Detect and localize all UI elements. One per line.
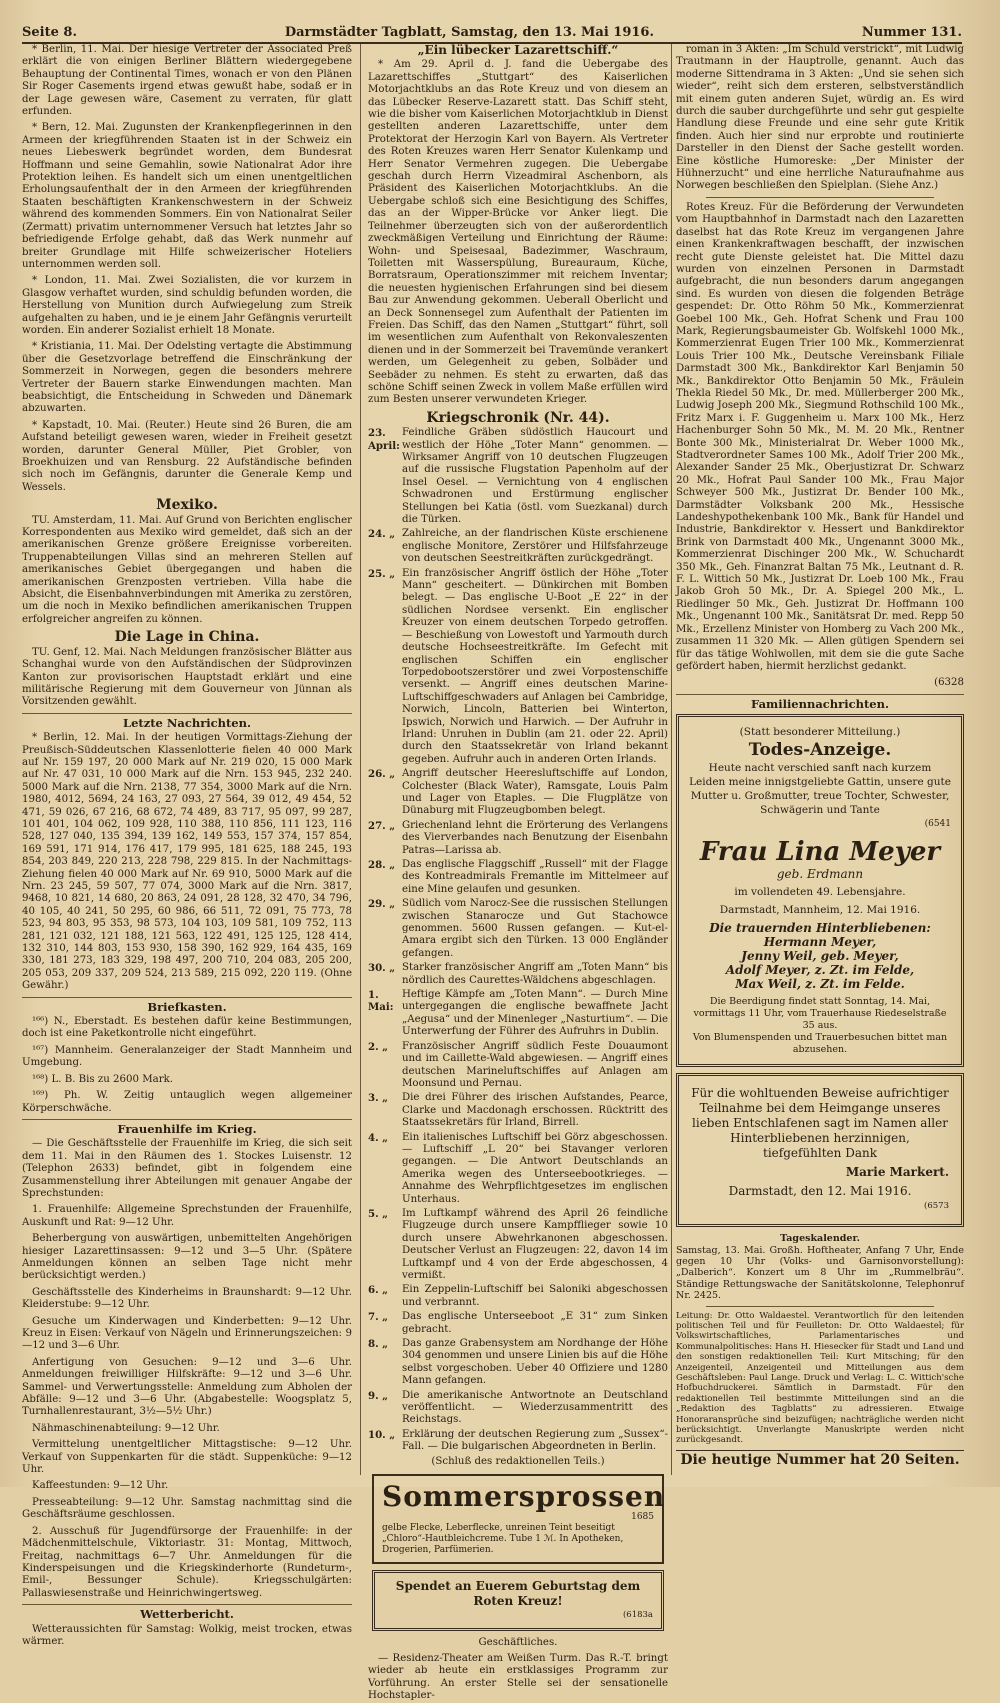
section-heading-kriegschronik: Kriegschronik (Nr. 44). xyxy=(426,409,610,426)
column-rule xyxy=(360,44,361,1475)
chronicle-date: 27. „ xyxy=(368,819,396,832)
news-item: * Am 29. April d. J. fand die Uebergabe des Lazarettschiffes „Stuttgart“ des Kaiserlichen Motorjachtklubs an das Rote Kreuz und von diesem an das Lübecker Reserve-Lazarett statt. Das Schiff steht, wie die bisher vom Kaiserlichen Motorjachtklub in Dienst gestellten anderen Lazarettschiffe, unter dem Protektorat der Herzogin Karl von Bayern. Als Vertreter des Roten Kreuzes waren Herr Senator Kulenkamp und Herr Senator Vermehren zugegen. Die Uebergabe geschah durch Herrn Vizeadmiral Aschenborn, als Präsident des Kaiserlichen Motorjachtklubs. An die Uebergabe schloß sich eine Besichtigung des Schiffes, das an der Wipper-Brücke vor Anker liegt. Die Teilnehmer überzeugten sich von der außerordentlich zweckmäßigen Verteilung und Einrichtung der Räume: Wohn- und Speisesaal, Badezimmer, Waschraum, Toiletten mit Wasserspülung, Bureauraum, Küche, Borratsraum, Operationszimmer mit reichem Inventar; die neuesten hygienischen Erfahrungen sind bei diesem Bau zur Anwendung gekommen. Ueberall Oberlicht und an Deck Sonnensegel zum Aufenthalt der Patienten im Freien. Das Schiff, das den Namen „Stuttgart“ führt, soll im wesentlichen zum Aufenthalt von Rekonvaleszenten dienen und in der Sommerzeit bei Travemünde verankert werden, um Gelegenheit zu geben, Solbäder und Seebäder zu nehmen. Es steht zu erwarten, daß das schöne Schiff seinen Zweck in vollem Maße erfüllen wird zum Besten unserer verwundeten Krieger. xyxy=(368,59,668,406)
frauenhilfe-item: 2. Ausschuß für Jugendfürsorge der Frauenhilfe: in der Mädchenmittelschule, Viktoriastr. 31: Montag, Mittwoch, Freitag, nachmittags 6—7 Uhr. Anmeldungen für die Kinderspeisungen und die Kriegskinderhorte (Rundeturm-, Emil-, Bessunger Schule). Kriegsschulgärten: Pallaswiesenstraße und Heinrichwingertsweg. xyxy=(22,1525,352,1599)
chronicle-entry xyxy=(368,1429,668,1454)
chronicle-entry xyxy=(368,1132,668,1206)
letter-item: ¹⁶⁷) Mannheim. Generalanzeiger der Stadt Mannheim und Umgebung. xyxy=(22,1044,352,1069)
chronicle-entry xyxy=(368,1338,668,1388)
chronicle-entry xyxy=(368,1284,668,1309)
chronicle-date: 28. „ xyxy=(368,859,396,871)
chronicle-date: 6. „ xyxy=(368,1284,389,1297)
news-item: * Kapstadt, 10. Mai. (Reuter.) Heute sind 26 Buren, die am Aufstand beteiligt gewesen waren, wieder in Freiheit gesetzt worden, darunter General Müller, Piet Grobler, von Broekhuizen und van Rensburg. 22 Aufständische befinden sich noch im Gefängnis, darunter die Generale Kemp und Wessels. xyxy=(22,419,352,493)
lottery-results: * Berlin, 12. Mai. In der heutigen Vormittags-Ziehung der Preußisch-Süddeutschen Klassenlotterie fielen 40 000 Mark auf Nr. 159 197, 20 000 Mark auf Nr. 219 020, 15 000 Mark auf Nr. 47 031, 10 000 Mark auf die Nrn. 153 945, 232 240. 5000 Mark auf die Nrn. 2138, 77 354, 3000 Mark auf die Nrn. 1980, 4012, 5694, 24 163, 27 093, 27 564, 39 012, 49 454, 52 471, 59 026, 67 216, 68 672, 74 489, 83 717, 95 097, 99 287, 101 401, 104 062, 109 928, 110 388, 110 856, 111 123, 116 528, 127 040, 135 394, 139 162, 149 553, 157 374, 157 854, 169 591, 171 914, 176 417, 179 995, 181 625, 188 245, 193 854, 203 849, 220 213, 228 798, 229 815. In der Nachmittags-Ziehung fielen 40 000 Mark auf Nr. 69 910, 5000 Mark auf die Nrn. 23 245, 59 507, 77 074, 3000 Mark auf die Nrn. 3817, 9468, 10 821, 14 680, 20 863, 24 091, 28 128, 32 470, 34 796, 40 105, 40 241, 50 295, 60 986, 66 511, 72 091, 75 773, 78 523, 94 803, 95 353, 98 573, 104 103, 109 581, 109 752, 113 281, 121 032, 121 188, 121 563, 122 491, 125 125, 128 414, 132 310, 144 803, 153 930, 158 390, 162 929, 164 435, 169 330, 181 273, 183 329, 198 497, 200 710, 204 083, 205 200, 205 053, 209 337, 209 524, 213 589, 215 092, 220 119. (Ohne Gewähr.) xyxy=(22,732,352,992)
chronicle-date: 9. „ xyxy=(368,1389,389,1402)
section-heading-frauenhilfe: Frauenhilfe im Krieg. xyxy=(22,1119,352,1135)
section-heading-wetter: Wetterbericht. xyxy=(22,1604,352,1620)
chronicle-entry xyxy=(368,1390,668,1427)
notice-text: Heute nacht verschied sanft nach kurzem Leiden meine innigstgeliebte Gattin, unsere gute Mutter u. Großmutter, treue Tochter, Schwester, Schwägerin und Tante xyxy=(689,762,951,817)
mourners-heading: Die trauernden Hinterbliebenen: xyxy=(709,921,931,936)
frauenhilfe-item: Beherbergung von auswärtigen, unbemittelten Angehörigen hiesiger Lazarettinsassen: 9—12 und 3—5 Uhr. (Spätere Anmeldungen können an selben Tage nicht mehr berücksichtigt werden.) xyxy=(22,1233,352,1282)
editorial-end: (Schluß des redaktionellen Teils.) xyxy=(431,1455,605,1467)
weather-forecast: Wetteraussichten für Samstag: Wolkig, meist trocken, etwas wärmer. xyxy=(22,1623,352,1647)
letter-item: ¹⁶⁶) N., Eberstadt. Es bestehen dafür keine Bestimmungen, doch ist eine Paketkontrolle nicht eingeführt. xyxy=(22,1016,352,1040)
calendar-heading: Tageskalender. xyxy=(780,1233,860,1245)
masthead xyxy=(22,14,962,44)
chronicle-date: 4. „ xyxy=(368,1131,389,1144)
notice-title: Todes-Anzeige. xyxy=(748,740,892,761)
chronicle-date: 3. „ xyxy=(368,1092,389,1105)
frauenhilfe-item: — Die Geschäftsstelle der Frauenhilfe im Krieg, die sich seit dem 11. Mai in den Räumen des 1. Stockes Luisenstr. 12 (Telephon 2633) befindet, gibt in folgendem eine Zusammenstellung ihrer Abteilungen mit genauer Angabe der Sprechstunden: xyxy=(22,1138,352,1199)
frauenhilfe-item: Geschäftsstelle des Kinderheims in Braunshardt: 9—12 Uhr. Kleiderstube: 9—12 Uhr. xyxy=(22,1286,352,1311)
red-cross-donations: Rotes Kreuz. Für die Beförderung der Verwundeten vom Hauptbahnhof in Darmstadt nach den Lazaretten daselbst hat das Rote Kreuz im vergangenen Jahre einen Krankenkraftwagen beschafft, der inzwischen recht gute Dienste geleistet hat. Die Mittel dazu wurden von einzelnen Personen in Darmstadt aufgebracht, die nun besonders darum angegangen sind. Es wurden von diesen die folgenden Beträge gespendet: Dr. Otto Röhm 50 Mk., Kommerzienrat Goebel 100 Mk., Geh. Hofrat Schenk und Frau 100 Mark, Regierungsbaumeister Gb. Wolfskehl 1000 Mk., Kommerzienrat Eugen Trier 100 Mk., Kommerzienrat Louis Trier 100 Mk., Deutsche Vereinsbank Filiale Darmstadt 300 Mk., Bankdirektor Karl Benjamin 50 Mk., Bankdirektor Otto Benjamin 50 Mk., Fräulein Thekla Riedel 50 Mk., Dr. med. Müllerberger 200 Mk., Ludwig Joseph 200 Mk., Siegmund Rothschild 100 Mk., Fritz Marx i. F. Guggenheim u. Marx 100 Mk., Herz Hachenburger Sohn 50 Mk., M. M. 20 Mk., Rentner Bonte 300 Mk., Ministerialrat Dr. Weber 1000 Mk., Stadtverordneter Sames 100 Mk., Adolf Trier 200 Mk., Alexander Sander 25 Mk., Oberjustizrat Dr. Schwarz 20 Mk., Hofrat Paul Sander 100 Mk., Frau Major Schweyer 500 Mk., Justizrat Dr. Bender 100 Mk., Darmstädter Volksbank 200 Mk., Hessische Landeshypothekenbank 100 Mk., Bank für Handel und Industrie, Bankdirektor v. Hessert und Bankdirektor Brink von Darmstadt 400 Mk., Ungenannt 3000 Mk., Kommerzienrat Dischinger 200 Mk., W. Schuchardt 350 Mk., Geh. Finanzrat Baltan 75 Mk., Leutnant d. R. F. L. Wittich 50 Mk., Justizrat Dr. Loeb 100 Mk., Frau Jakob Groh 50 Mk., Dr. A. Spiegel 200 Mk., L. Riedlinger 50 Mk., Geh. Justizrat Dr. Hoffmann 100 Mk., Ungenannt 100 Mk., Sanitätsrat Dr. med. Repp 50 Mk., Erzellenz Minister von Homberg zu Vach 200 Mk., zusammen 11 320 Mk. — Allen gütigen Spendern sei für das tätige Wohlwollen, mit dem sie die gute Sache gefördert haben, hiermit herzlichst gedankt. xyxy=(676,201,964,672)
thanks-place-date: Darmstadt, den 12. Mai 1916. xyxy=(728,1184,912,1199)
ad-code: 1685 xyxy=(631,1512,654,1523)
column-middle xyxy=(368,43,668,1702)
chronicle-entry xyxy=(368,820,668,857)
maiden-name: geb. Erdmann xyxy=(776,867,864,882)
section-heading-lazarettschiff: „Ein lübecker Lazarettschiff.“ xyxy=(417,43,619,57)
business-notice: — Residenz-Theater am Weißen Turm. Das R.-T. bringt wieder ab heute ein erstklassiges Programm zur Vorführung. An erster Stelle sei der sensationelle Hochstapler- xyxy=(368,1652,668,1702)
chronicle-entry xyxy=(368,768,668,818)
frauenhilfe-item: Kaffeestunden: 9—12 Uhr. xyxy=(32,1480,169,1492)
death-notice xyxy=(676,714,964,1067)
chronicle-list xyxy=(368,427,668,1454)
chronicle-text: Die amerikanische Antwortnote an Deutschland veröffentlicht. — Wiederzusammentritt des Reichstags. xyxy=(402,1389,668,1426)
chronicle-date: 1. Mai: xyxy=(368,989,394,1014)
letter-item: ¹⁶⁹) Ph. W. Zeitig untauglich wegen allgemeiner Körperschwäche. xyxy=(22,1090,352,1114)
ad-headline: Sommersprossen xyxy=(382,1480,666,1514)
chronicle-entry xyxy=(368,989,668,1039)
notice-number: (6573 xyxy=(924,1201,949,1212)
chronicle-entry xyxy=(368,568,668,767)
chronicle-text: Starker französischer Angriff am „Toten Mann“ bis nördlich des Caurettes-Wäldchens abgeschlagen. xyxy=(402,962,668,986)
paper-title: Darmstädter Tagblatt, Samstag, den 13. Mai 1916. xyxy=(284,25,654,40)
chronicle-date: 10. „ xyxy=(368,1428,396,1441)
chronicle-entry xyxy=(368,528,668,565)
ad-text: gelbe Flecke, Leberflecke, unreinen Teint beseitigt „Chloro“-Hautbleichcreme. Tube 1 ℳ. In Apotheken, Drogerien, Parfümerien. xyxy=(382,1523,624,1556)
page-number: Seite 8. xyxy=(22,25,77,40)
chronicle-entry xyxy=(368,427,668,526)
chronicle-date: 24. „ xyxy=(368,528,396,541)
chronicle-text: Das englische Unterseeboot „E 31“ zum Sinken gebracht. xyxy=(402,1311,668,1335)
notice-number: (6328 xyxy=(934,677,964,689)
news-item: * Berlin, 11. Mai. Der hiesige Vertreter der Associated Preß erklärt die von einigen Berliner Blättern wiedergegebene Behauptung der Continental Times, wonach er von den Plänen Sir Roger Casements irgend etwas gewußt habe, sodaß er in der Lage gewesen wäre, Casement zu verraten, für glatt erfunden. xyxy=(22,44,352,118)
chronicle-date: 7. „ xyxy=(368,1311,389,1324)
thanks-text: Für die wohltuenden Beweise aufrichtiger Teilnahme bei dem Heimgange unseres lieben Entschlafenen sagt im Namen aller Hinterbliebenen herzinnigen, tiefgefühlten Dank xyxy=(691,1086,949,1161)
chronicle-date: 5. „ xyxy=(368,1207,389,1220)
chronicle-date: 25. „ xyxy=(368,567,396,580)
divider xyxy=(706,1306,934,1307)
mourner: Adolf Meyer, z. Zt. im Felde, xyxy=(725,963,915,978)
issue-number: Nummer 131. xyxy=(861,25,962,40)
chronicle-entry xyxy=(368,859,668,896)
chronicle-date: 30. „ xyxy=(368,962,396,975)
news-item: TU. Genf, 12. Mai. Nach Meldungen französischer Blätter aus Schanghai wurde von den Aufständischen der Südprovinzen Kanton zur provisorischen Hauptstadt erklärt und eine militärische Regierung mit dem Gouverneur von Jünnan als Vorsitzenden gewählt. xyxy=(22,646,352,708)
frauenhilfe-item: Vermittelung unentgeltlicher Mittagstische: 9—12 Uhr. Verkauf von Suppenkarten für die städt. Suppenküche: 9—12 Uhr. xyxy=(22,1439,352,1476)
section-heading-mexiko: Mexiko. xyxy=(156,497,218,514)
age-line: im vollendeten 49. Lebensjahre. xyxy=(734,886,906,899)
frauenhilfe-item: Presseabteilung: 9—12 Uhr. Samstag nachmittag sind die Geschäftsräume geschlossen. xyxy=(22,1496,352,1521)
section-heading-familien: Familiennachrichten. xyxy=(676,694,964,710)
column-right xyxy=(676,44,964,1475)
thanks-name: Marie Markert. xyxy=(845,1165,949,1180)
daily-calendar xyxy=(676,1233,964,1301)
chronicle-date: 23. April: xyxy=(368,427,400,452)
chronicle-date: 8. „ xyxy=(368,1338,389,1351)
red-cross-appeal: Spendet an Euerem Geburtstag dem Roten Kreuz! xyxy=(395,1579,641,1609)
deceased-name: Frau Lina Meyer xyxy=(699,837,941,868)
chronicle-text: Ein Zeppelin-Luftschiff bei Saloniki abgeschossen und verbrannt. xyxy=(402,1284,668,1308)
chronicle-text: Zahlreiche, an der flandrischen Küste erschienene englische Monitore, Zerstörer und Hilfsfahrzeuge von deutschen Seestreitkräften zurückgedrängt. xyxy=(402,528,668,565)
chronicle-date: 26. „ xyxy=(368,768,396,781)
chronicle-entry xyxy=(368,1092,668,1129)
frauenhilfe-item: Gesuche um Kinderwagen und Kinderbetten: 9—12 Uhr. Kreuz in Eisen: Verkauf von Nägeln und Erinnerungszeichen: 9—12 und 3—6 Uhr. xyxy=(22,1315,352,1352)
mourner: Hermann Meyer, xyxy=(763,935,877,950)
flowers-note: Von Blumenspenden und Trauerbesuchen bittet man abzusehen. xyxy=(692,1032,948,1056)
calendar-text: Samstag, 13. Mai. Großh. Hoftheater, Anfang 7 Uhr, Ende gegen 10 Uhr (Volks- und Garnisonvorstellung): „Dalberich“. Konzert um 8 Uhr im „Rummelbräu“. Ständige Rettungswache der Sanitätskolonne, Telephonruf Nr. 2425. xyxy=(676,1244,964,1302)
chronicle-text: Heftige Kämpfe am „Toten Mann“. — Durch Mine untergegangen die englische bewaffnete Jacht „Aegusa“ und der Minenleger „Nasturtium“. — Die Unterwerfung der Führer des Aufruhrs in Dublin. xyxy=(402,989,668,1038)
chronicle-text: Die drei Führer des irischen Aufstandes, Pearce, Clarke und Macdonagh erschossen. Rücktritt des Staatssekretärs für Irland, Birrell. xyxy=(402,1092,668,1129)
advertisement-red-cross xyxy=(372,1570,664,1630)
column-rule xyxy=(671,44,672,1475)
chronicle-text: Im Luftkampf während des April 26 feindliche Flugzeuge durch unsere Kampfflieger sowie 10 durch unsere Abwehrkanonen abgeschossen. Deutscher Verlust an Flugzeugen: 22, davon 14 im Luftkampf und 4 von der Erde abgeschossen, 4 vermißt. xyxy=(402,1207,668,1281)
chronicle-text: Ein französischer Angriff östlich der Höhe „Toter Mann“ gescheitert. — Dünkirchen mit Bomben belegt. — Das englische U-Boot „E 22“ in der südlichen Nordsee versenkt. Ein englischer Kreuzer von einem deutschen Torpedo getroffen. — Beschießung von Lowestoft und Yarmouth durch deutsche Hochseestreitkräfte. Im Gefecht mit englischen Schiffen ein englischer Torpedobootszerstörer und zwei Vorpostenschiffe versenkt. — Angriff eines deutschen Marine-Luftschiffgeschwaders auf Anlagen bei Cambridge, Norwich, Lincoln, Batterien bei Winterton, Ipswich, Norwich und Harwich. — Der Aufruhr in Irland: Unruhen in Dublin (am 21. oder 22. April) durch den Staatssekretär von Irland bekannt gegeben. Aufruhr auch in anderen Orten Irlands. xyxy=(402,567,668,765)
divider xyxy=(706,197,934,198)
funeral-info: Die Beerdigung findet statt Sonntag, 14. Mai, vormittags 11 Uhr, vom Trauerhause Riedeselstraße 35 aus. xyxy=(693,996,947,1032)
business-notice-continued: roman in 3 Akten: „Im Schuld verstrickt“, mit Ludwig Trautmann in der Hauptrolle, genannt. Auch das moderne Sittendrama in 3 Akten: „Und sie sehen sich wieder“, reiht sich dem ersteren, selbstverständlich mit einem guten anderen Sujet, würdig an. Es wird durch die sauber durchgeführte und sehr gut gespielte Handlung diese Freunde und eine sehr gute Kritik finden. Auch hier sind nur erprobte und routinierte Darsteller in den Dienst der Sache gestellt worden. Eine köstliche Humoreske: „Der Minister der Hühnerzucht“ und eine herrliche Naturaufnahme aus Norwegen beschließen den Spielplan. (Siehe Anz.) xyxy=(676,44,964,192)
place-date: Darmstadt, Mannheim, 12. Mai 1916. xyxy=(719,904,921,917)
chronicle-entry xyxy=(368,962,668,987)
chronicle-date: 29. „ xyxy=(368,898,396,911)
news-item: * Kristiania, 11. Mai. Der Odelsting vertagte die Abstimmung über die Gesetzvorlage betreffend die Einschränkung der Sommerzeit in Norwegen, gegen die besonders mehrere Vertreter der Bauern starke Einwendungen machten. Man beabsichtigt, die Entscheidung in Schweden und Dänemark abzuwarten. xyxy=(22,341,352,415)
chronicle-text: Das englische Flaggschiff „Russell“ mit der Flagge des Kontreadmirals Fremantle im Mittelmeer auf eine Mine gelaufen und gesunken. xyxy=(402,859,668,895)
chronicle-entry xyxy=(368,1311,668,1336)
chronicle-text: Feindliche Gräben südöstlich Haucourt und westlich der Höhe „Toter Mann“ genommen. — Wirksamer Angriff von 10 deutschen Flugzeugen auf die russische Flugstation Papenholm auf der Insel Oesel. — Vernichtung von 4 englischen Schwadronen und Erstürmung englischer Stellungen bei Katia (östl. vom Suezkanal) durch die Türken. xyxy=(402,427,668,526)
frauenhilfe-item: 1. Frauenhilfe: Allgemeine Sprechstunden der Frauenhilfe, Auskunft und Rat: 9—12 Uhr. xyxy=(22,1204,352,1228)
issue-page-count: Die heutige Nummer hat 20 Seiten. xyxy=(676,1450,964,1466)
ad-number: (6183a xyxy=(622,1610,653,1621)
chronicle-text: Angriff deutscher Heeresluftschiffe auf London, Colchester (Black Water), Ramsgate, Louis Palm und Lager von Etaples. — Die Flugplätze von Dünaburg mit Flugzeugbomben belegt. xyxy=(402,768,668,817)
thanks-notice xyxy=(676,1073,964,1227)
chronicle-text: Südlich vom Narocz-See die russischen Stellungen zwischen Stanarocze und Gut Stachowce genommen. 5600 Russen gefangen. — Kut-el-Amara ergibt sich den Türken. 13 000 Engländer gefangen. xyxy=(402,898,668,959)
notice-pre: (Statt besonderer Mitteilung.) xyxy=(739,726,901,739)
section-heading-china: Die Lage in China. xyxy=(114,629,260,646)
chronicle-text: Französischer Angriff südlich Feste Douaumont und im Caillette-Wald abgewiesen. — Angriff eines deutschen Marineluftschiffes auf Anlagen am Moonsund und Pernau. xyxy=(402,1040,668,1089)
notice-number: (6541 xyxy=(924,819,951,830)
chronicle-entry xyxy=(368,1041,668,1091)
advertisement-sommersprossen xyxy=(372,1474,664,1564)
news-item: TU. Amsterdam, 11. Mai. Auf Grund von Berichten englischer Korrespondenten aus Mexiko wird gemeldet, daß sich an der amerikanischen Grenze größere Ereignisse vorbereiten. Truppenabteilungen Villas sind an mehreren Stellen auf amerikanisches Gebiet übergegangen und haben die amerikanischen Grenzposten vertrieben. Villa habe die Absicht, die Eisenbahnverbindungen mit Amerika zu zerstören, um die noch in Mexiko befindlichen amerikanischen Truppen erfolgreicher angreifen zu können. xyxy=(22,514,352,625)
imprint: Leitung: Dr. Otto Waldaestel. Verantwortlich für den leitenden politischen Teil und für Feuilleton: Dr. Otto Waldaestel; für Volkswirtschaftliches, Parlamentarisches und Kommunalpolitisches: Hans H. Hiesecker für Stadt und Land und den sonstigen redaktionellen Teil: Kurt Mitsching; für den Anzeigenteil, Anzeigenteil und Mitteilungen aus dem Geschäftsleben: Paul Lange. Druck und Verlag: L. C. Wittich'sche Hofbuchdruckerei. Sämtlich in Darmstadt. Für den redaktionellen Teil bestimmte Mitteilungen sind an die „Redaktion des Tagblatts“ zu adressieren. Etwaige Honoraransprüche sind beizufügen; nachträgliche werden nicht berücksichtigt. Unverlangte Manuskripte werden nicht zurückgesandt. xyxy=(676,1310,964,1446)
chronicle-entry xyxy=(368,1208,668,1282)
chronicle-entry xyxy=(368,898,668,960)
section-heading-briefkasten: Briefkasten. xyxy=(22,997,352,1013)
chronicle-text: Ein italienisches Luftschiff bei Görz abgeschossen. — Luftschiff „L 20“ bei Stavanger verloren gegangen. — Die Antwort Deutschlands an Amerika wegen des Unterseebootkrieges. — Annahme des Wehrpflichtgesetzes im englischen Unterhaus. xyxy=(402,1131,668,1205)
mourner: Jenny Weil, geb. Meyer, xyxy=(741,949,899,964)
letter-item: ¹⁶⁸) L. B. Bis zu 2600 Mark. xyxy=(32,1073,173,1085)
chronicle-text: Griechenland lehnt die Erörterung des Verlangens des Vierverbandes nach Benutzung der Eisenbahn Patras—Larissa ab. xyxy=(402,819,668,856)
section-heading-letzte: Letzte Nachrichten. xyxy=(22,713,352,729)
mourner: Max Weil, z. Zt. im Felde. xyxy=(735,977,905,992)
chronicle-text: Erklärung der deutschen Regierung zum „Sussex“-Fall. — Die bulgarischen Abgeordneten in Berlin. xyxy=(402,1428,668,1453)
frauenhilfe-item: Nähmaschinenabteilung: 9—12 Uhr. xyxy=(32,1422,220,1434)
chronicle-text: Das ganze Grabensystem am Nordhange der Höhe 304 genommen und unsere Linien bis auf die Höhe selbst vorgeschoben. Ueber 40 Offiziere und 1280 Mann gefangen. xyxy=(402,1338,668,1387)
column-left xyxy=(22,44,352,1647)
section-heading-geschaeftliches: Geschäftliches. xyxy=(478,1636,558,1648)
news-item: * Bern, 12. Mai. Zugunsten der Krankenpflegerinnen in den Armeen der kriegführenden Staaten ist in der Schweiz ein neues Liebeswerk begründet worden, dem Bundesrat Hoffmann und seine Gemahlin, sowie Nationalrat Ador ihre Protektion leihen. Es handelt sich um einen unentgeltlichen Erholungsaufenthalt der in den Armeen der kriegführenden Staaten beschäftigten Krankenschwestern in der Schweiz während des kommenden Sommers. Ein von Nationalrat Seiler (Zermatt) privatim unternommener Versuch hat letztes Jahr so befriedigende Erfolge gehabt, daß das Werk nunmehr auf breiter Grundlage mit Hilfe schweizerischer Hoteliers unternommen werden soll. xyxy=(22,122,352,270)
news-item: * London, 11. Mai. Zwei Sozialisten, die vor kurzem in Glasgow verhaftet wurden, sind schuldig befunden worden, die Herstellung von Munition durch Aufwiegelung zum Streik aufgehalten zu haben, und ie je einem Jahr Gefängnis verurteilt worden. Ein anderer Sozialist erhielt 18 Monate. xyxy=(22,275,352,336)
chronicle-date: 2. „ xyxy=(368,1040,389,1053)
frauenhilfe-item: Anfertigung von Gesuchen: 9—12 und 3—6 Uhr. Anmeldungen freiwilliger Hilfskräfte: 9—12 und 3—6 Uhr. Sammel- und Verwertungsstelle: Anmeldung zum Abholen der Abfälle: 9—12 und 3—6 Uhr. (Abgabestelle: Woogsplatz 5, Turnhallenrestaurant, 3½—5½ Uhr.) xyxy=(22,1356,352,1418)
